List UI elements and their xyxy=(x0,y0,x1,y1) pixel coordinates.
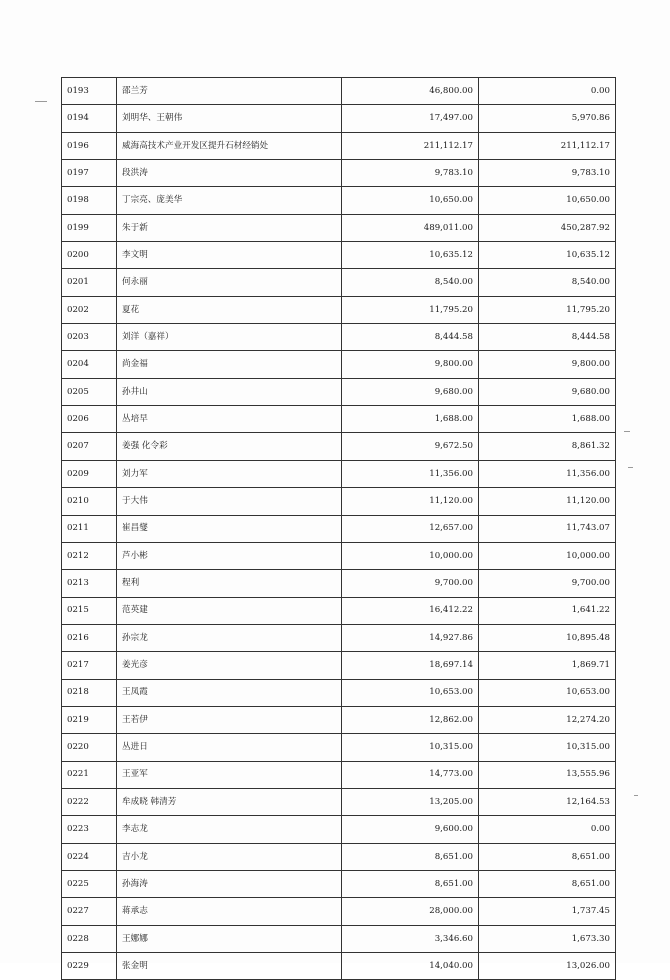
row-amount-2: 5,970.86 xyxy=(479,105,616,132)
row-amount-1: 10,315.00 xyxy=(342,734,479,761)
row-name: 丛培早 xyxy=(117,406,342,433)
row-code: 0218 xyxy=(62,679,117,706)
row-amount-1: 10,650.00 xyxy=(342,187,479,214)
row-name: 蒋承志 xyxy=(117,898,342,925)
row-name: 姜强 化令彩 xyxy=(117,433,342,460)
table-row xyxy=(62,761,616,788)
scan-mark xyxy=(634,795,638,796)
row-code: 0222 xyxy=(62,788,117,815)
row-name: 李文明 xyxy=(117,242,342,269)
row-name: 范英建 xyxy=(117,597,342,624)
table-row xyxy=(62,488,616,515)
row-amount-1: 8,444.58 xyxy=(342,324,479,351)
table-row xyxy=(62,378,616,405)
table-row xyxy=(62,953,616,980)
row-amount-2: 10,635.12 xyxy=(479,242,616,269)
ledger-table xyxy=(61,77,616,980)
table-row xyxy=(62,706,616,733)
table-row xyxy=(62,870,616,897)
row-code: 0213 xyxy=(62,570,117,597)
row-code: 0205 xyxy=(62,378,117,405)
row-amount-1: 9,783.10 xyxy=(342,160,479,187)
table-row xyxy=(62,324,616,351)
row-amount-1: 11,795.20 xyxy=(342,296,479,323)
row-code: 0216 xyxy=(62,624,117,651)
row-name: 何永丽 xyxy=(117,269,342,296)
row-amount-2: 8,651.00 xyxy=(479,843,616,870)
row-code: 0193 xyxy=(62,78,117,105)
row-code: 0219 xyxy=(62,706,117,733)
row-amount-1: 16,412.22 xyxy=(342,597,479,624)
table-row xyxy=(62,105,616,132)
table-row xyxy=(62,187,616,214)
row-amount-2: 8,444.58 xyxy=(479,324,616,351)
row-amount-2: 10,653.00 xyxy=(479,679,616,706)
row-amount-2: 10,000.00 xyxy=(479,542,616,569)
row-name: 段洪涛 xyxy=(117,160,342,187)
row-code: 0200 xyxy=(62,242,117,269)
row-name: 丁宗亮、庞美华 xyxy=(117,187,342,214)
row-name: 程利 xyxy=(117,570,342,597)
row-amount-1: 13,205.00 xyxy=(342,788,479,815)
row-amount-1: 12,657.00 xyxy=(342,515,479,542)
row-name: 邵兰芳 xyxy=(117,78,342,105)
row-amount-2: 11,743.07 xyxy=(479,515,616,542)
row-code: 0196 xyxy=(62,132,117,159)
row-name: 刘力军 xyxy=(117,460,342,487)
table-row xyxy=(62,78,616,105)
row-amount-2: 8,651.00 xyxy=(479,870,616,897)
table-row xyxy=(62,898,616,925)
row-name: 威海高技术产业开发区提升石材经销处 xyxy=(117,132,342,159)
row-amount-2: 9,680.00 xyxy=(479,378,616,405)
row-amount-2: 12,164.53 xyxy=(479,788,616,815)
row-amount-1: 1,688.00 xyxy=(342,406,479,433)
row-amount-2: 11,120.00 xyxy=(479,488,616,515)
row-code: 0206 xyxy=(62,406,117,433)
table-row xyxy=(62,214,616,241)
row-amount-2: 8,540.00 xyxy=(479,269,616,296)
row-name: 崔昌燮 xyxy=(117,515,342,542)
row-amount-2: 9,800.00 xyxy=(479,351,616,378)
ledger-body xyxy=(62,78,616,980)
row-name: 吉小龙 xyxy=(117,843,342,870)
row-name: 尚金福 xyxy=(117,351,342,378)
row-code: 0198 xyxy=(62,187,117,214)
table-row xyxy=(62,406,616,433)
row-code: 0225 xyxy=(62,870,117,897)
table-row xyxy=(62,132,616,159)
table-row xyxy=(62,351,616,378)
row-amount-1: 12,862.00 xyxy=(342,706,479,733)
row-code: 0223 xyxy=(62,816,117,843)
row-amount-1: 8,651.00 xyxy=(342,870,479,897)
row-name: 于大伟 xyxy=(117,488,342,515)
row-name: 牟成晓 韩清芳 xyxy=(117,788,342,815)
row-code: 0207 xyxy=(62,433,117,460)
row-amount-2: 11,795.20 xyxy=(479,296,616,323)
row-amount-1: 10,653.00 xyxy=(342,679,479,706)
row-code: 0212 xyxy=(62,542,117,569)
row-code: 0227 xyxy=(62,898,117,925)
row-code: 0203 xyxy=(62,324,117,351)
table-row xyxy=(62,734,616,761)
table-row xyxy=(62,242,616,269)
row-amount-2: 1,688.00 xyxy=(479,406,616,433)
row-amount-2: 1,641.22 xyxy=(479,597,616,624)
row-name: 夏花 xyxy=(117,296,342,323)
row-name: 刘明华、王朝伟 xyxy=(117,105,342,132)
table-row xyxy=(62,433,616,460)
row-amount-2: 211,112.17 xyxy=(479,132,616,159)
row-amount-1: 9,700.00 xyxy=(342,570,479,597)
row-amount-2: 10,650.00 xyxy=(479,187,616,214)
row-amount-1: 9,600.00 xyxy=(342,816,479,843)
table-row xyxy=(62,843,616,870)
row-code: 0229 xyxy=(62,953,117,980)
row-amount-1: 18,697.14 xyxy=(342,652,479,679)
row-name: 丛进日 xyxy=(117,734,342,761)
row-amount-2: 11,356.00 xyxy=(479,460,616,487)
row-amount-2: 10,895.48 xyxy=(479,624,616,651)
row-code: 0202 xyxy=(62,296,117,323)
row-name: 李志龙 xyxy=(117,816,342,843)
row-amount-2: 1,737.45 xyxy=(479,898,616,925)
row-code: 0220 xyxy=(62,734,117,761)
row-name: 张金明 xyxy=(117,953,342,980)
row-name: 王娜娜 xyxy=(117,925,342,952)
row-code: 0221 xyxy=(62,761,117,788)
table-row xyxy=(62,269,616,296)
row-amount-2: 1,673.30 xyxy=(479,925,616,952)
row-amount-1: 9,672.50 xyxy=(342,433,479,460)
row-amount-2: 13,555.96 xyxy=(479,761,616,788)
row-code: 0197 xyxy=(62,160,117,187)
row-code: 0194 xyxy=(62,105,117,132)
table-row xyxy=(62,460,616,487)
row-amount-2: 1,869.71 xyxy=(479,652,616,679)
row-amount-2: 450,287.92 xyxy=(479,214,616,241)
row-amount-1: 3,346.60 xyxy=(342,925,479,952)
row-name: 王亚军 xyxy=(117,761,342,788)
scan-mark xyxy=(624,431,630,432)
row-amount-1: 11,120.00 xyxy=(342,488,479,515)
row-name: 孙宗龙 xyxy=(117,624,342,651)
row-amount-2: 12,274.20 xyxy=(479,706,616,733)
row-amount-1: 46,800.00 xyxy=(342,78,479,105)
scan-mark xyxy=(628,467,633,468)
row-code: 0217 xyxy=(62,652,117,679)
row-code: 0215 xyxy=(62,597,117,624)
row-amount-1: 8,651.00 xyxy=(342,843,479,870)
row-amount-1: 9,680.00 xyxy=(342,378,479,405)
table-row xyxy=(62,160,616,187)
table-row xyxy=(62,925,616,952)
row-name: 姜光彦 xyxy=(117,652,342,679)
row-amount-2: 9,700.00 xyxy=(479,570,616,597)
row-amount-1: 10,635.12 xyxy=(342,242,479,269)
table-row xyxy=(62,816,616,843)
row-name: 王凤霞 xyxy=(117,679,342,706)
row-name: 孙海涛 xyxy=(117,870,342,897)
table-row xyxy=(62,570,616,597)
row-amount-1: 11,356.00 xyxy=(342,460,479,487)
table-row xyxy=(62,597,616,624)
row-code: 0209 xyxy=(62,460,117,487)
table-row xyxy=(62,542,616,569)
row-name: 朱于新 xyxy=(117,214,342,241)
row-amount-2: 9,783.10 xyxy=(479,160,616,187)
row-amount-1: 17,497.00 xyxy=(342,105,479,132)
row-amount-2: 0.00 xyxy=(479,816,616,843)
row-amount-1: 9,800.00 xyxy=(342,351,479,378)
row-code: 0201 xyxy=(62,269,117,296)
row-amount-2: 0.00 xyxy=(479,78,616,105)
row-name: 芦小彬 xyxy=(117,542,342,569)
row-name: 孙井山 xyxy=(117,378,342,405)
row-amount-2: 10,315.00 xyxy=(479,734,616,761)
row-name: 刘洋（嘉祥） xyxy=(117,324,342,351)
row-amount-1: 14,773.00 xyxy=(342,761,479,788)
row-code: 0228 xyxy=(62,925,117,952)
table-row xyxy=(62,515,616,542)
row-amount-1: 211,112.17 xyxy=(342,132,479,159)
row-code: 0211 xyxy=(62,515,117,542)
table-row xyxy=(62,679,616,706)
row-code: 0204 xyxy=(62,351,117,378)
table-row xyxy=(62,296,616,323)
row-amount-1: 10,000.00 xyxy=(342,542,479,569)
table-row xyxy=(62,788,616,815)
row-amount-2: 13,026.00 xyxy=(479,953,616,980)
row-amount-1: 14,040.00 xyxy=(342,953,479,980)
scan-mark xyxy=(35,101,47,102)
row-code: 0210 xyxy=(62,488,117,515)
row-code: 0224 xyxy=(62,843,117,870)
row-amount-1: 14,927.86 xyxy=(342,624,479,651)
row-amount-1: 28,000.00 xyxy=(342,898,479,925)
table-row xyxy=(62,624,616,651)
row-amount-1: 489,011.00 xyxy=(342,214,479,241)
row-code: 0199 xyxy=(62,214,117,241)
row-name: 王若伊 xyxy=(117,706,342,733)
table-row xyxy=(62,652,616,679)
row-amount-2: 8,861.32 xyxy=(479,433,616,460)
row-amount-1: 8,540.00 xyxy=(342,269,479,296)
